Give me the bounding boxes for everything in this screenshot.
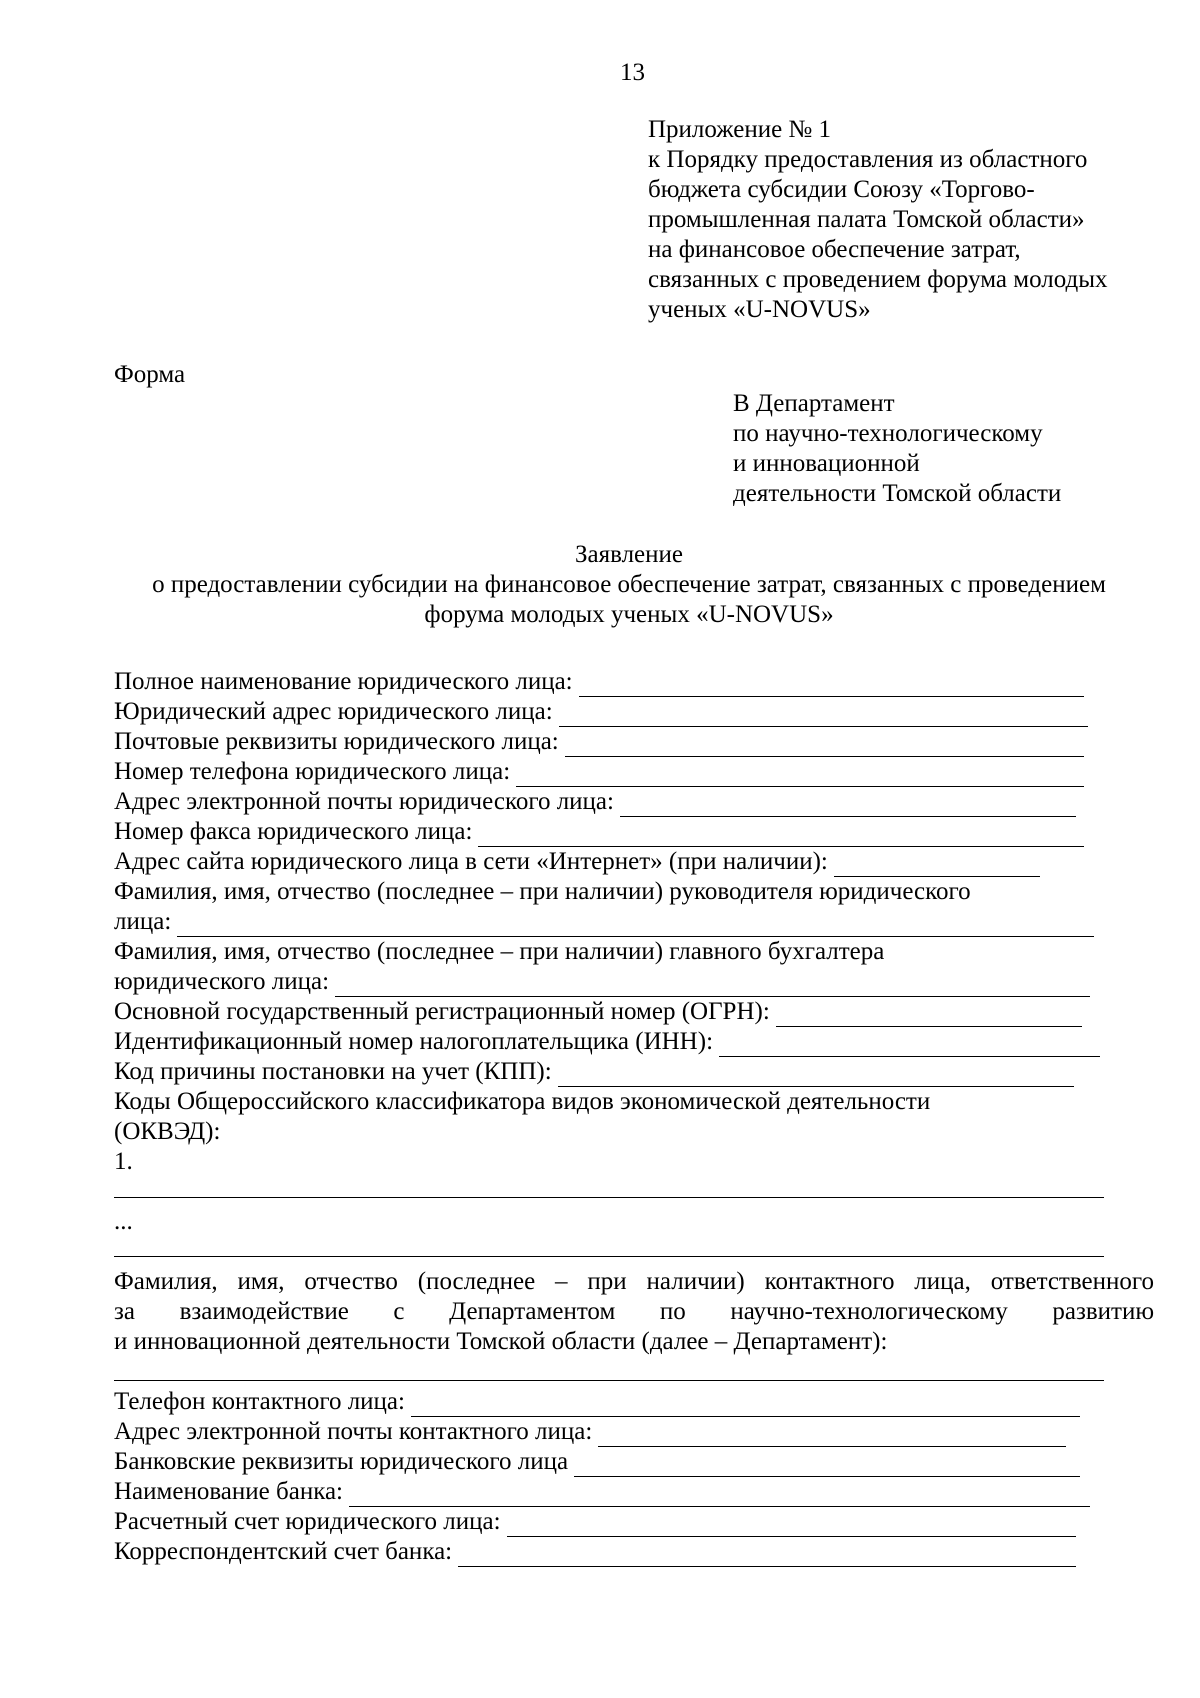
field-label: лица: bbox=[114, 908, 172, 935]
okved-item-n-input-line[interactable] bbox=[114, 1256, 1104, 1257]
settlement-account-input-line[interactable] bbox=[507, 1514, 1076, 1537]
inn-input-line[interactable] bbox=[719, 1034, 1100, 1057]
field-label: Наименование банка: bbox=[114, 1478, 344, 1505]
field-label: Адрес электронной почты юридического лица: bbox=[114, 788, 614, 815]
field-postal-details bbox=[114, 727, 1084, 757]
field-label: Расчетный счет юридического лица: bbox=[114, 1508, 501, 1535]
field-full-name bbox=[114, 667, 1084, 697]
field-label: Номер факса юридического лица: bbox=[114, 818, 473, 845]
field-settlement-account bbox=[114, 1507, 1076, 1537]
field-label: Телефон контактного лица: bbox=[114, 1388, 405, 1415]
field-bank-details bbox=[114, 1447, 1080, 1477]
website-input-line[interactable] bbox=[834, 854, 1040, 877]
contact-phone-input-line[interactable] bbox=[411, 1394, 1080, 1417]
title-line: Заявление bbox=[574, 541, 684, 568]
document-title bbox=[114, 540, 1144, 630]
contact-person-label-line1: Фамилия, имя, отчество (последнее – при наличии) контактного лица, ответственного bbox=[114, 1268, 1154, 1295]
postal-details-input-line[interactable] bbox=[565, 734, 1084, 757]
field-inn bbox=[114, 1027, 1100, 1057]
bank-name-input-line[interactable] bbox=[349, 1484, 1090, 1507]
addressee-line: и инновационной bbox=[733, 450, 920, 477]
appendix-line: бюджета субсидии Союзу «Торгово- bbox=[648, 176, 1035, 203]
field-phone bbox=[114, 757, 1084, 787]
field-legal-address bbox=[114, 697, 1088, 727]
okved-item-1-input-line[interactable] bbox=[114, 1197, 1104, 1198]
okved-label-cont: (ОКВЭД): bbox=[114, 1118, 221, 1145]
contact-person-label-line2: за взаимодействие с Департаментом по научно-технологическому развитию bbox=[114, 1298, 1154, 1325]
okved-ellipsis: ... bbox=[114, 1208, 133, 1235]
field-label: Корреспондентский счет банка: bbox=[114, 1538, 453, 1565]
addressee-block bbox=[733, 389, 1173, 509]
full-name-input-line[interactable] bbox=[579, 674, 1084, 697]
appendix-line: связанных с проведением форума молодых bbox=[648, 266, 1108, 293]
field-website bbox=[114, 847, 1040, 877]
field-label: Юридический адрес юридического лица: bbox=[114, 698, 553, 725]
kpp-input-line[interactable] bbox=[558, 1064, 1074, 1087]
field-label: Банковские реквизиты юридического лица bbox=[114, 1448, 569, 1475]
head-name-input-line[interactable] bbox=[177, 914, 1094, 937]
field-label: Полное наименование юридического лица: bbox=[114, 668, 573, 695]
accountant-name-label: Фамилия, имя, отчество (последнее – при наличии) главного бухгалтера bbox=[114, 938, 885, 965]
addressee-line: деятельности Томской области bbox=[733, 480, 1062, 507]
form-label: Форма bbox=[114, 361, 186, 388]
field-email bbox=[114, 787, 1076, 817]
email-input-line[interactable] bbox=[620, 794, 1076, 817]
field-label: Адрес электронной почты контактного лица: bbox=[114, 1418, 593, 1445]
field-label: Код причины постановки на учет (КПП): bbox=[114, 1058, 552, 1085]
appendix-line: на финансовое обеспечение затрат, bbox=[648, 236, 1021, 263]
appendix-line: промышленная палата Томской области» bbox=[648, 206, 1085, 233]
field-accountant-name bbox=[114, 967, 1090, 997]
field-label: Адрес сайта юридического лица в сети «Интернет» (при наличии): bbox=[114, 848, 828, 875]
appendix-line: к Порядку предоставления из областного bbox=[648, 146, 1088, 173]
appendix-line: ученых «U-NOVUS» bbox=[648, 296, 871, 323]
accountant-name-input-line[interactable] bbox=[335, 974, 1090, 997]
field-corr-account bbox=[114, 1537, 1076, 1567]
corr-account-input-line[interactable] bbox=[458, 1544, 1076, 1567]
field-contact-phone bbox=[114, 1387, 1080, 1417]
title-line: о предоставлении субсидии на финансовое обеспечение затрат, связанных с проведением bbox=[152, 571, 1106, 598]
bank-details-input-line[interactable] bbox=[574, 1454, 1080, 1477]
fax-input-line[interactable] bbox=[478, 824, 1084, 847]
field-label: Номер телефона юридического лица: bbox=[114, 758, 511, 785]
addressee-line: по научно-технологическому bbox=[733, 420, 1043, 447]
contact-person-label-line3: и инновационной деятельности Томской области (далее – Департамент): bbox=[114, 1328, 888, 1355]
title-line: форума молодых ученых «U-NOVUS» bbox=[424, 601, 834, 628]
field-label: Основной государственный регистрационный номер (ОГРН): bbox=[114, 998, 770, 1025]
page-number: 13 bbox=[620, 59, 645, 86]
okved-label: Коды Общероссийского классификатора видов экономической деятельности bbox=[114, 1088, 931, 1115]
field-head-name bbox=[114, 907, 1094, 937]
phone-input-line[interactable] bbox=[516, 764, 1084, 787]
ogrn-input-line[interactable] bbox=[776, 1004, 1082, 1027]
field-bank-name bbox=[114, 1477, 1090, 1507]
contact-person-input-line[interactable] bbox=[114, 1380, 1104, 1381]
field-fax bbox=[114, 817, 1084, 847]
field-label: Почтовые реквизиты юридического лица: bbox=[114, 728, 559, 755]
head-name-label: Фамилия, имя, отчество (последнее – при наличии) руководителя юридического bbox=[114, 878, 971, 905]
field-label: Идентификационный номер налогоплательщика (ИНН): bbox=[114, 1028, 714, 1055]
field-contact-email bbox=[114, 1417, 1066, 1447]
legal-address-input-line[interactable] bbox=[559, 704, 1088, 727]
field-kpp bbox=[114, 1057, 1074, 1087]
appendix-line: Приложение № 1 bbox=[648, 116, 832, 143]
appendix-header bbox=[648, 115, 1188, 325]
field-label: юридического лица: bbox=[114, 968, 330, 995]
contact-email-input-line[interactable] bbox=[598, 1424, 1066, 1447]
okved-item-number: 1. bbox=[114, 1148, 133, 1175]
addressee-line: В Департамент bbox=[733, 390, 895, 417]
field-ogrn bbox=[114, 997, 1082, 1027]
